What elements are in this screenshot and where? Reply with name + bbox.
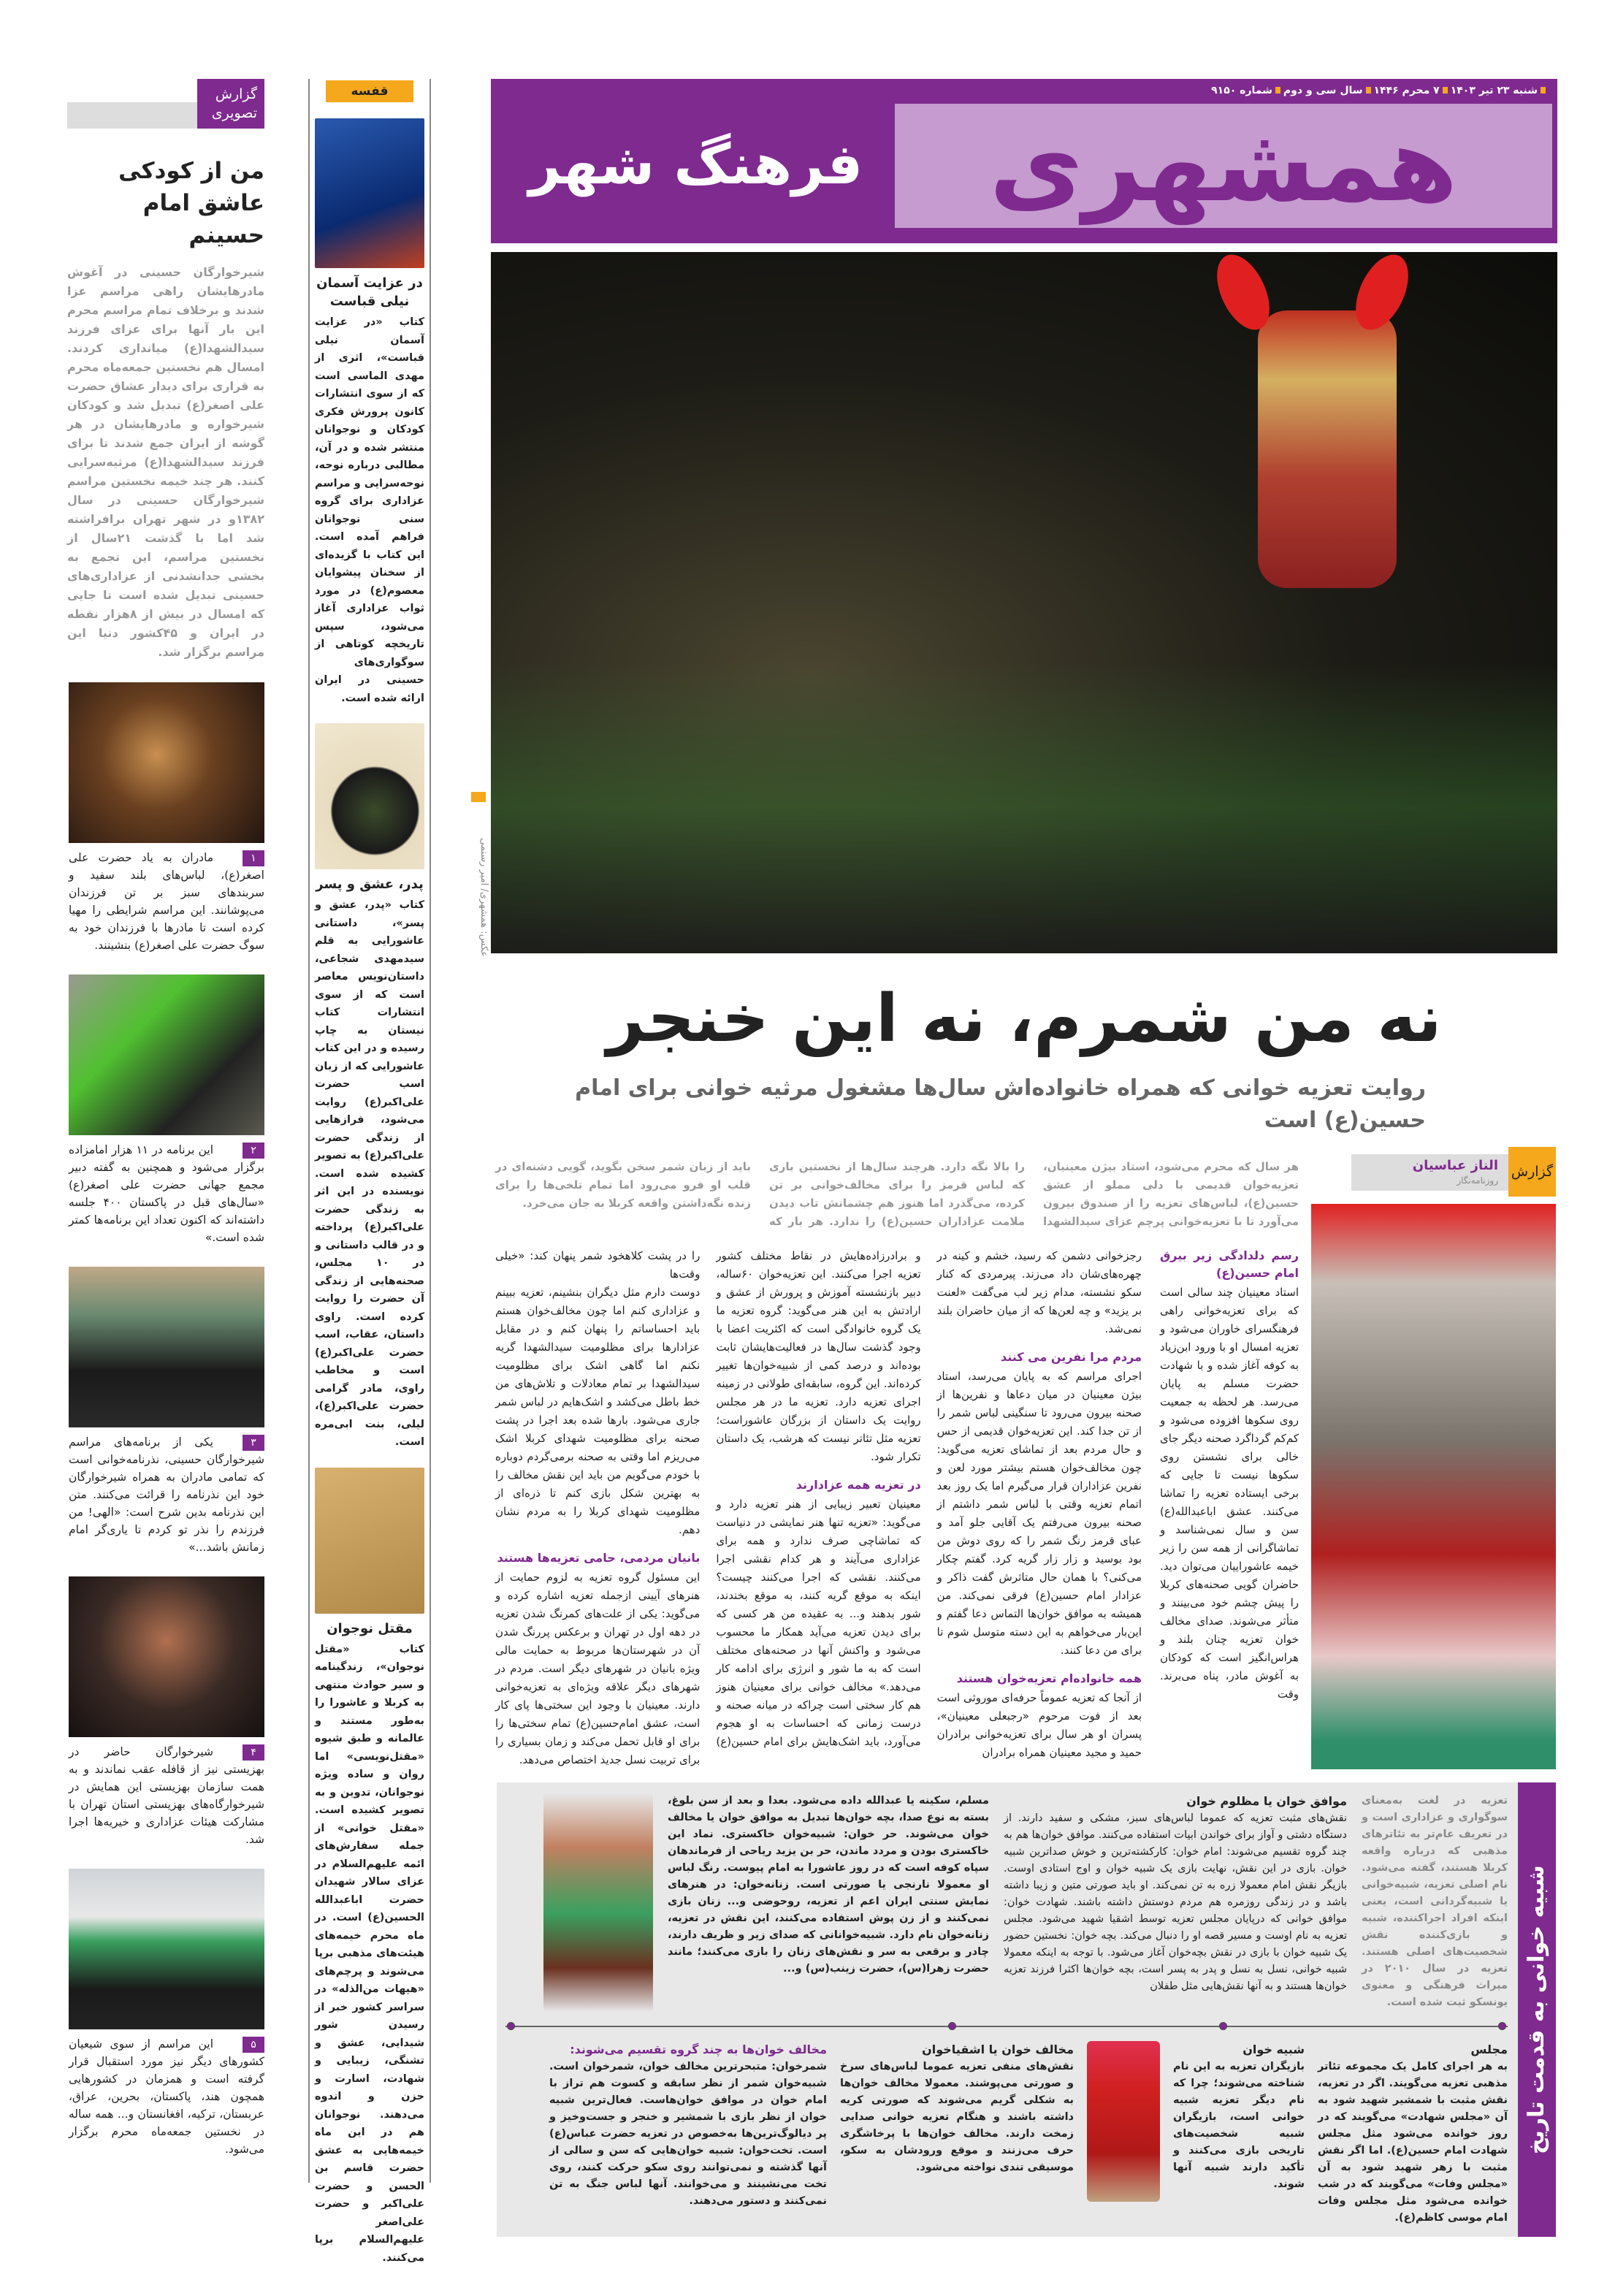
tag-strip (67, 102, 197, 129)
author-role: روزنامه‌نگار (1457, 1175, 1498, 1186)
article-columns (495, 1247, 1142, 1769)
column-text: از آنجا که تعزیه عموماً حرفه‌ای موروثی است بعد از فوت مرحوم «رجبعلی معینیان»، پسران او هر سال برای تعزیه‌خوانی برادران حمید و مجید معینیان همراه برادران (936, 1691, 1142, 1759)
caption-number: ۴ (243, 1744, 264, 1761)
caption-text: یکی از برنامه‌های مراسم شیرخوارگان حسینی، نذرنامه‌خوانی است که تمامی مادران به همراه شیرخوارگان خود این نذرنامه را قرائت می‌کنند. متن این نذرنامه بدین شرح است: «الهی! من فرزندم را نذر تو کردم تا یاری‌گر امام زمانش باشد...» (69, 1435, 264, 1554)
column-heading: همه خانواده‌ام تعزیه‌خوان هستند (956, 1671, 1142, 1685)
date-item: شماره ۹۱۵۰ (1211, 85, 1272, 96)
mokhalef-section (840, 2041, 1074, 2176)
infobox-upper-row (505, 1793, 1508, 2012)
report-tag: گزارش (1508, 1147, 1556, 1197)
article-body (495, 1247, 1299, 1769)
photo-5 (69, 1869, 264, 2029)
book-cover-3 (315, 1468, 424, 1614)
section-logo: فرهنگ شهر (528, 131, 863, 197)
timeline (505, 2018, 1508, 2035)
byline (1351, 1154, 1508, 1191)
book-title-2: پدر، عشق و پسر (316, 877, 424, 892)
shabih-section (1173, 2041, 1305, 2193)
mokhalef-figure-photo (1087, 2041, 1160, 2202)
subheadline: روایت تعزیه خوانی که همراه خانواده‌اش سال‌ها مشغول مرثیه خوانی برای امام حسین(ع) است (575, 1075, 1426, 1133)
caption-number: ۲ (243, 1143, 264, 1159)
movafegh-section (1004, 1793, 1347, 1995)
photo-report-intro: شیرخوارگان حسینی در آغوش مادرهایشان راهی مراسم عزا شدند و برخلاف تمام مراسم محرم این بار آنها برای عزای فرزند سیدالشهدا(ع) میانداری کردند. امسال هم نخستین جمعه‌ماه محرم به قراری برای دیدار عشاق حضرت علی اصغر(ع) تبدیل شد و کودکان شیرخواره و مادرهایشان در هر گوشه از ایران جمع شدند تا برای فرزند سیدالشهدا(ع) مرثیه‌سرایی کنند. هر چند خیمه نخستین مراسم شیرخوارگان حسینی در سال ۱۳۸۲و در شهر تهران برافراشته شد اما با گذشت ۲۱سال از نخستین مراسم، این تجمع به بخشی جدانشدنی از عزاداری‌های حسینی تبدیل شده است تا جایی که امسال در بیش از ۸هزار نقطه در ایران و ۴۵کشور دنیا این مراسم برگزار شد. (67, 265, 265, 659)
timeline-dot (507, 2022, 515, 2030)
majles-text: به هر اجرای کامل یک مجموعه تئاتر مذهبی تعزیه می‌گویند. اگر در تعزیه، نقش مثبت با شمشیر شهید شود به آن «مجلس شهادت» می‌گویند که در روز خوانده می‌شود مثل مجلس شهادت امام حسین(ع). اما اگر نقش مثبت با زهر شهید شود به آن «مجلس وفات» می‌گویند که در شب خوانده می‌شود مثل مجلس وفات امام موسی کاظم(ع). (1318, 2061, 1508, 2224)
book-cover-2 (315, 723, 424, 869)
caption-3 (69, 1433, 264, 1556)
photo-4 (69, 1576, 264, 1737)
majles-section (1318, 2041, 1508, 2227)
photo-1 (69, 682, 264, 843)
caption-number: ۱ (243, 850, 264, 866)
article (495, 1158, 1299, 1769)
book-text-3: کتاب «مقتل نوجوان»، زندگینامه و سیر حوادث منتهی به کربلا و عاشورا را به‌طور مستند و عالمانه و طبق شیوه «مقتل‌نویسی» اما روان و ساده ویژه نوجوانان، تدوین و به تصویر کشیده است. «مقتل خوانی» از جمله سفارش‌های ائمه علیهم‌السلام در عزای سالار شهیدان حضرت اباعبدالله الحسین(ع) است. در ماه محرم خیمه‌های هیئت‌های مذهبی برپا می‌شوند و پرچم‌های «هیهات من‌الذله» در سراسر کشور خبر از رسیدن شور شیدایی، عشق و تشنگی، زیبایی و شهادت، اسارت و حزن و اندوه می‌دهند. نوجوانان هم در این ماه خیمه‌هایی به عشق حضرت قاسم بن الحسن و حضرت علی‌اکبر و حضرت علی‌اصغر علیهم‌السلام برپا می‌کنند. (315, 1643, 424, 2264)
column-text: این مسئول گروه تعزیه به لزوم حمایت از هنرهای آیینی ازجمله تعزیه اشاره کرده و می‌گوید: یکی از علت‌های کمرنگ شدن تعزیه در دهه اول در تهران و برعکس پررنگ شدن آن در شهرستان‌ها مربوط به حمایت مالی ویژه بانیان در شهرهای دیگر است. مردم در شهرهای دیگر علاقه ویژه‌ای به تعزیه‌خوانی دارند. معینیان با وجود این سختی‌ها پای کار است، عشق امام‌حسین(ع) تمام سختی‌ها را برای او قابل تحمل می‌کند و زمان بسیاری را برای تربیت نسل جدید اختصاص می‌دهد. (495, 1571, 701, 1766)
timeline-dot (948, 2022, 956, 2030)
book-text-1: کتاب «در عزایت آسمان نیلی قباست»، اثری از مهدی الماسی است که از سوی انتشارات کانون پرورش فکری کودکان و نوجوانان منتشر شده و در آن، مطالبی درباره نوحه، نوحه‌سرایی و مراسم عزاداری برای گروه سنی نوجوانان فراهم آمده است. این کتاب با گزیده‌ای از سخنان پیشوایان معصوم(ع) در مورد ثواب عزاداری آغاز می‌شود، سپس تاریخچه کوتاهی از سوگواری‌های حسینی در ایران ارائه شده است. (315, 316, 424, 704)
shabih-title: شبیه خوان (1243, 2043, 1305, 2056)
mokhalef-groups-section (549, 2041, 827, 2210)
infobox (497, 1782, 1556, 2237)
photo-3 (69, 1267, 264, 1427)
lead-paragraph: هر سال که محرم می‌شود، استاد بیژن معینیان، تعزیه‌خوان قدیمی با دلی مملو از عشق حسین(ع)، لباس‌های تعزیه را از صندوق بیرون می‌آورد تا با تعزیه‌خوانی پرچم عزای سیدالشهدا را بالا نگه دارد. هرچند سال‌ها از نخستین باری که لباس قرمز را برای مخالف‌خوانی بر تن کرده، می‌گذرد اما هنوز هم چشمانش تاب دیدن ملامت عزاداران حسین(ع) را ندارد. هر بار که باید از زبان شمر سخن بگوید، گویی دشنه‌ای در قلب او فرو می‌رود اما تمام تلخی‌ها را برای زنده نگه‌داشتن واقعه کربلا به جان می‌خرد. (495, 1160, 1299, 1228)
groups-text: شمرخوان: متبحرترین مخالف خوان، شمرخوان است. شبیه‌خوان شمر از نظر سابقه و کسوت هم تراز با امام خوان در موافق خوان‌هاست. فعال‌ترین شبیه خوان از نظر بازی با شمشیر و خنجر و جست‌وخیز و پر دیالوگ‌ترین‌ها به‌خصوص در تعزیه حضرت عباس(ع) است. تخت‌خوان: شبیه خوان‌هایی که سن و سالی از آنها گذشته و نمی‌توانند روی سکو حرکت کنند، روی تخت می‌نشینند و می‌خوانند. آنها لباس جنگ به تن نمی‌کنند و دستور می‌دهند. (549, 2061, 827, 2207)
timeline-line (505, 2026, 1508, 2027)
article-column-1 (1160, 1247, 1299, 1704)
movafegh-title: موافق خوان یا مظلوم خوان (1186, 1794, 1347, 1808)
credit-marker (471, 792, 486, 802)
date-item: ۷ محرم ۱۴۴۶ (1373, 85, 1440, 96)
caption-text: این برنامه در ۱۱ هزار امامزاده برگزار می‌شود و همچنین به گفته دبیر مجمع جهانی حضرت علی اصغر(ع) «سال‌های قبل در پاکستان ۴۰۰ جلسه داشته‌اند که اکنون تعداد این برنامه‌ها کمتر شده است.» (69, 1143, 264, 1244)
majles-title: مجلس (1470, 2043, 1508, 2056)
caption-text: مادران به یاد حضرت علی اصغر(ع)، لباس‌های بلند سفید و سربندهای سبز بر تن فرزندان می‌پوشانند. این مراسم شرایطی را مهیا کرده است تا مادرها با فرزندان خود به سوگ حضرت علی اصغر(ع) بنشینند. (69, 851, 264, 952)
column-heading: در تعزیه همه عزادارند (795, 1478, 921, 1492)
column-text: دوست دارم مثل دیگران بنشینم، تعزیه ببینم و عزاداری کنم اما چون مخالف‌خوان هستم باید احساساتم را پنهان کنم و در مقابل عزادارها برای مظلومیت سیدالشهدا گریه نکنم اما گاهی اشک برای مظلومیت سیدالشهدا بر تمام معادلات و تلاش‌های من خط باطل می‌کشد و اشک‌هایم در لباس شمر جاری می‌شود. بارها شده بعد اجرا در پشت صحنه برای مظلومیت شهدای کربلا اشک می‌ریزم اما وقتی به صحنه برمی‌گردم دوباره با خودم می‌گویم من باید این نقش مخالف را به بهترین شکل بازی کنم تا ذره‌ای از مظلومیت شهدای کربلا را به مردم نشان دهم. (495, 1286, 701, 1536)
photo-2 (69, 975, 264, 1135)
tag-row (67, 79, 264, 129)
newspaper-logo: همشهری (895, 104, 1552, 228)
caption-5 (69, 2035, 264, 2158)
column-heading: مردم مرا نفرین می کنند (1000, 1350, 1142, 1364)
section-tag: گزارش تصویری (197, 79, 264, 129)
infobox-content (497, 1782, 1518, 2237)
photo-credit: عکس: همشهری/ امیر رستمی (478, 837, 489, 957)
mokhalef-text: نقش‌های منفی تعزیه عموما لباس‌های سرخ و صورتی می‌پوشند. معمولا مخالف خوان‌ها به شکلی گریم می‌شوند که صورتی کریه داشته باشند و هنگام تعزیه خوانی صدایی زمخت دارند. مخالف خوان‌ها با پرخاشگری حرف می‌زنند و موقع ورودشان به سکو، موسیقی تندی نواخته می‌شود. (840, 2061, 1074, 2173)
date-line (511, 83, 1549, 98)
bookshelf-content (314, 80, 425, 2267)
column-text: معینیان تعبیر زیبایی از هنر تعزیه دارد و می‌گوید: «تعزیه تنها هنر نمایشی در دنیاست که تماشاچی صرف ندارد و همه برای عزاداری می‌آیند و هر کدام نقشی اجرا می‌کنند. نقشی که اجرا می‌کنند چیست؟ اینکه به موقع گریه کنند، به موقع بخندند، شور بدهند و... به عقیده من هر کسی که برای دیدن تعزیه می‌آید همکار ما محسوب می‌شود و واکنش آنها در صحنه‌های مختلف است که به ما شور و انرژی برای ادامه کار می‌دهد.» مخالف خوانی برای معینیان هنوز هم کار سختی است چراکه در میانه صحنه و درست زمانی که احساسات به او هجوم می‌آورد، باید اشک‌هایش برای امام حسین(ع) را در پشت کلاهخود شمر پنهان کند: «خیلی وقت‌ها (495, 1249, 921, 1748)
mokhalef-title: مخالف خوان یا اشقیاخوان (922, 2043, 1074, 2056)
bookshelf-label: قفسه (326, 80, 413, 102)
book-title-3: مقتل نوجوان (327, 1620, 413, 1636)
infobox-intro: تعزیه در لغت به‌معنای سوگواری و عزاداری است و در تعریف عام‌تر به تئاترهای مذهبی که درباره واقعه کربلا هستند، گفته می‌شود. نام اصلی تعزیه، شبیه‌خوانی یا شبیه‌گردانی است، یعنی اینکه افراد اجراکننده، شبیه و بازی‌کننده نقش شخصیت‌های اصلی هستند. تعزیه در سال ۲۰۱۰ در میراث فرهنگی و معنوی یونسکو ثبت شده است. (1362, 1795, 1508, 2008)
infobox-lower-row (505, 2041, 1508, 2227)
column-text: اجرای مراسم که به پایان می‌رسد، استاد بیژن معینیان در میان دعاها و نفرین‌ها از صحنه بیرون می‌رود تا سنگینی لباس شمر را از تن جدا کند. این تعزیه‌خوان قدیمی از حس و حال مردم بعد از تماشای تعزیه می‌گوید: چون مخالف‌خوان هستم بیشتر مورد لعن و نفرین عزاداران قرار می‌گیرم اما یک روز بعد اتمام تعزیه وقتی با لباس شمر داشتم از صحنه بیرون می‌رفتم یک آقایی جلو آمد و عبای قرمز رنگ شمر را که روی دوش من بود بوسید و زار زار گریه کرد. گفتم چکار می‌کنی؟ با همان حال متاثرش گفت ذاکر و عزادار امام حسین(ع) فرقی نمی‌کند. من همیشه به موافق خوان‌ها التماس دعا گفتم و این‌بار می‌خواهم به این دسته متوسل شوم تا برای من دعا کنند. (936, 1370, 1142, 1657)
movafegh-continued: مسلم، سکینه یا عبدالله داده می‌شود. بعدا و بعد از سن بلوغ، بسته به نوع صدا، بچه خوان‌ها تبدیل به موافق خوان یا مخالف خوان می‌شوند. حر خوان: شبیه‌خوان خاکستری. نماد این خاکستری بودن و مردد ماندن، حر بن یزید ریاحی از فرماندهان سپاه کوفه است که در روز عاشورا به امام پیوست. رنگ لباس او معمولا نارنجی یا صورتی است. زنانه‌خوان: در هنرهای نمایش سنتی ایران اعم از تعزیه، روحوضی و... زنان بازی نمی‌کنند و از زن پوش استفاده می‌کنند، این نقش در تعزیه، زنانه‌خوان نام دارد. شبیه‌خوانانی که صدای زیر و ظریف دارند، چادر و برقعی به سر و نقش‌های زنان را بازی می‌کنند؛ مانند حضرت زهرا(س)، حضرت زینب(س) و... (668, 1795, 989, 1975)
book-text-2: کتاب «پدر، عشق و پسر»، داستانی عاشورایی به قلم سیدمهدی شجاعی، داستان‌نویس معاصر است که از سوی انتشارات کتاب نیستان به چاپ رسیده و در این کتاب عاشورایی که از زبان اسب حضرت علی‌اکبر(ع) روایت می‌شود، فرازهایی از زندگی حضرت علی‌اکبر(ع) به تصویر کشیده شده است. نویسنده در این اثر به زندگی حضرت علی‌اکبر(ع) پرداخته و در قالب داستانی و در ۱۰ مجلس، صحنه‌هایی از زندگی آن حضرت را روایت کرده است. راوی داستان، عقاب، اسب حضرت علی‌اکبر(ع) است و مخاطب راوی، مادر گرامی حضرت علی‌اکبر(ع)، لیلی، بنت ابی‌مره است. (315, 899, 425, 1448)
column-heading: بانیان مردمی، حامی تعزیه‌ها هستند (497, 1551, 701, 1565)
actor-photo (1311, 1204, 1556, 1769)
book-title-1: در عزایت آسمان نیلی قباست (316, 275, 423, 309)
author-name: الناز عباسیان (1412, 1158, 1498, 1173)
infobox-title: شبیه خوانی به قدمت تاریخ (1518, 1782, 1556, 2237)
photo-report-column (67, 79, 264, 2158)
caption-text: شیرخوارگان حاضر در بهزیستی نیز از قافله عقب نماندند و به همت سازمان بهزیستی این همایش در شیرخوارگاه‌های بهزیستی استان تهران با مشارکت هیئات عزاداری و خیریه‌ها اجرا شد. (69, 1745, 264, 1846)
headline: نه من شمرم، نه این خنجر (606, 980, 1442, 1057)
timeline-dot (1219, 2022, 1227, 2030)
main-photo (491, 252, 1557, 953)
caption-2 (69, 1141, 264, 1246)
column-text: رجزخوانی دشمن که رسید، خشم و کینه در چهره‌های‌شان داد می‌زند. پیرمردی که کنار سکو نشسته، مدام زیر لب می‌گفت «لعنت بر یزید» و چه لعن‌ها که از میان حاضران بلند نمی‌شد. (936, 1249, 1142, 1335)
caption-1 (69, 849, 264, 954)
book-cover-1 (315, 118, 424, 268)
column-heading: رسم دلدادگی زیر بیرق امام حسین(ع) (1160, 1248, 1299, 1280)
timeline-dot (1498, 2022, 1506, 2030)
date-item: شنبه ۲۳ تیر ۱۴۰۳ (1450, 85, 1538, 96)
shabih-text: بازیگران تعزیه به این نام شناخته می‌شوند؛ چرا که نام دیگر تعزیه شبیه خوانی است، بازیگران شبیه شخصیت‌های تاریخی بازی می‌کنند و تأکید دارند شبیه آنها شوند. (1173, 2061, 1305, 2190)
caption-number: ۳ (243, 1435, 264, 1451)
column-text: استاد معینیان چند سالی است که برای تعزیه‌خوانی راهی فرهنگسرای خاوران می‌شود و تعزیه امسال او با ورود ابن‌زیاد به کوفه آغاز شده و با شهادت حضرت مسلم به پایان می‌رسد. هر لحظه به جمعیت روی سکوها افزوده می‌شود و کم‌کم گرداگرد صحنه دیگر جای خالی برای نشستن روی سکوها نیست تا جایی که برخی ایستاده تعزیه را تماشا می‌کنند. عشق اباعبدالله(ع) سن و سال نمی‌شناسد و تماشاگرانی از همه سن را زیر خیمه عاشوراییان می‌توان دید. حاضران گویی صحنه‌های کربلا را پیش چشم خود می‌بینند و متأثر می‌شوند. صدای مخالف خوان تعزیه چنان بلند و هراس‌انگیز است که کودکان به آغوش مادر، پناه می‌برند. وقت (1160, 1286, 1299, 1701)
photo-report-title: من از کودکی عاشق امام حسینم (118, 158, 264, 248)
column-text: و برادرزاده‌هایش در نقاط مختلف کشور تعزیه اجرا می‌کنند. این تعزیه‌خوان ۶۰ساله، دبیر بازنشسته آموزش و پرورش از عشق و ارادتش به این هنر می‌گوید: گروه تعزیه ما یک گروه خانوادگی است که اکثریت اعضا با وجود گذشت سال‌ها در فعالیت‌هایشان ثابت بوده‌اند و درصد کمی از شبیه‌خوان‌ها تغییر کرده‌اند. این گروه، سابقه‌ای طولانی در زمینه اجرای تعزیه دارد. تعزیه ما در هر مجلس روایت یک داستان از بزرگان عاشوراست؛ تعزیه مثل تئاتر نیست که هرشب، یک داستان تکرار شود. (716, 1249, 921, 1463)
caption-4 (69, 1743, 264, 1848)
caption-text: این مراسم از سوی شیعیان کشورهای دیگر نیز مورد استقبال قرار گرفته است و همزمان در کشورهایی همچون هند، پاکستان، بحرین، عراق، عربستان، ترکیه، افغانستان و... همه ساله در نخستین جمعه‌ماه محرم برگزار می‌شود. (69, 2037, 264, 2156)
tazieh-figure-photo (543, 1793, 653, 2012)
movafegh-text: نقش‌های مثبت تعزیه که عموما لباس‌های سبز، مشکی و سفید دارند. از دستگاه دشتی و آواز برای خواندن ابیات استفاده می‌کنند. موافق خوان‌ها هم به چند گروه تقسیم می‌شوند: امام خوان: کارکشته‌ترین و خوش صداترین شبیه خوان. بازی در این نقش، نهایت بازی یک شبیه خوان و اوج استادی اوست. بازیگر نقش امام معمولا زره به تن نمی‌کند. او باید صورتی متین و زیبا داشته باشد و در زندگی روزمره هم مردم دوستش داشته باشند. شهادت خوان: موافق خوانی که درپایان مجلس تعزیه توسط اشقیا شهید می‌شود. مجلس تعزیه به نام اوست و مسیر قصه او را دنبال می‌کند. بچه خوان: نخستین حضور یک شبیه خوان با بازی در نقش بچه‌خوان آغاز می‌شود. با توجه به اینکه معمولا شبیه خوانی، نسل به نسل و پدر به پسر است، بچه خوان‌ها اکثرا فرزند تعزیه خوان‌ها هستند و به آنها نقش‌هایی مثل طفلان (1004, 1812, 1347, 1992)
date-item: سال سی و دوم (1283, 85, 1363, 96)
caption-number: ۵ (243, 2037, 264, 2053)
groups-title: مخالف خوان‌ها به چند گروه تقسیم می‌شوند: (570, 2043, 827, 2056)
